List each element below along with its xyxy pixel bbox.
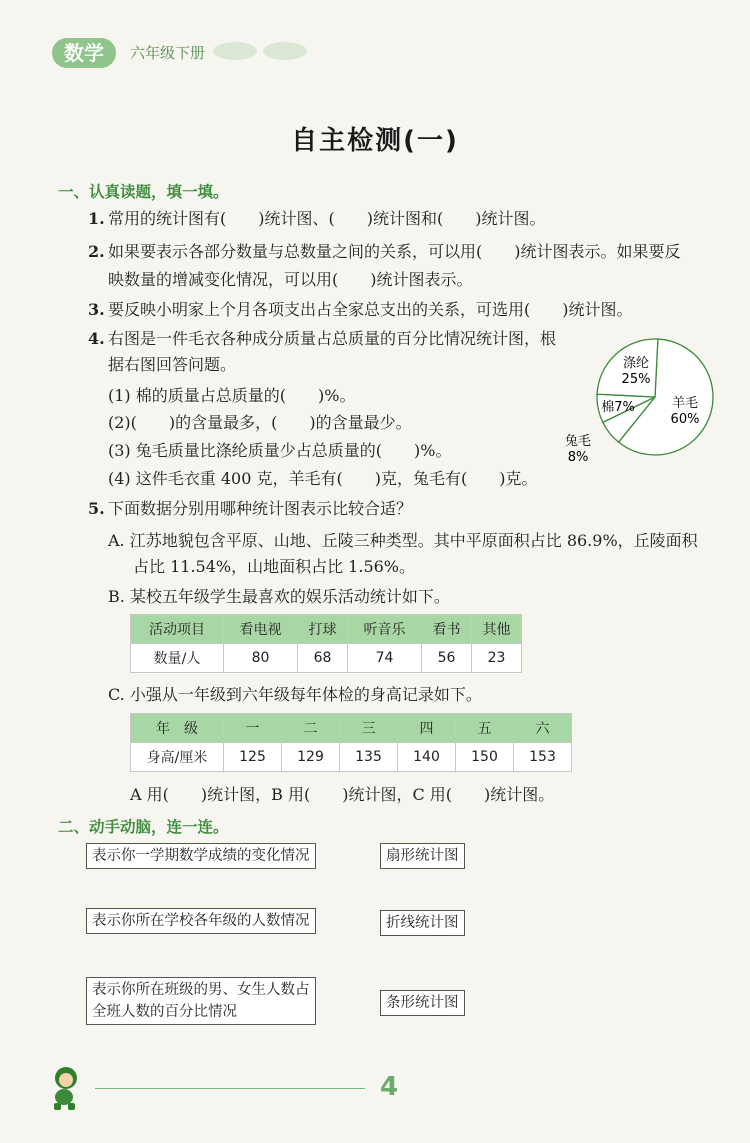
question-number: 4. (88, 329, 105, 348)
question-5a-line2: 占比 11.54%，山地面积占比 1.56%。 (133, 557, 416, 576)
question-5c: C. 小强从一年级到六年级每年体检的身高记录如下。 (108, 685, 482, 704)
table-cell: 五 (456, 714, 514, 743)
table-activities (130, 614, 522, 673)
question-5b: B. 某校五年级学生最喜欢的娱乐活动统计如下。 (108, 587, 450, 606)
table-header-row (131, 714, 572, 743)
table-cell: 身高/厘米 (131, 743, 224, 772)
footer-line (95, 1088, 365, 1089)
table-cell: 数量/人 (131, 644, 224, 673)
question-text: 下面数据分别用哪种统计图表示比较合适？ (108, 499, 413, 518)
question-1 (88, 206, 545, 232)
table-cell: 听音乐 (348, 615, 422, 644)
question-text: 如果要表示各部分数量与总数量之间的关系，可以用( )统计图表示。如果要反 (108, 242, 681, 261)
pie-label-rabbit: 兔毛 8% (564, 434, 592, 465)
section1-heading: 一、认真读题，填一填。 (58, 183, 229, 201)
section2-heading: 二、动手动脑，连一连。 (58, 818, 229, 836)
question-text: 要反映小明家上个月各项支出占全家总支出的关系，可选用( )统计图。 (108, 300, 633, 319)
subject-badge: 数学 (52, 38, 116, 68)
question-5a-line1: A. 江苏地貌包含平原、山地、丘陵三种类型。其中平原面积占比 86.9%，丘陵面积 (108, 531, 698, 550)
question-4-sub4: (4) 这件毛衣重 400 克，羊毛有( )克，兔毛有( )克。 (108, 469, 538, 488)
table-cell: 56 (422, 644, 472, 673)
page-number: 4 (380, 1072, 399, 1102)
match-right-2[interactable]: 折线统计图 (380, 910, 465, 936)
question-number: 5. (88, 499, 105, 518)
table-cell: 看书 (422, 615, 472, 644)
table-cell: 68 (298, 644, 348, 673)
question-2 (88, 239, 681, 265)
match-left-3[interactable] (86, 977, 316, 1025)
question-2-cont: 映数量的增减变化情况，可以用( )统计图表示。 (108, 270, 473, 289)
match-left-3-line1: 表示你所在班级的男、女生人数占 (92, 982, 310, 998)
table-cell: 74 (348, 644, 422, 673)
question-text: 常用的统计图有( )统计图、( )统计图和( )统计图。 (108, 209, 546, 228)
question-4 (88, 326, 556, 352)
question-4-sub1: (1) 棉的质量占总质量的( )%。 (108, 386, 356, 405)
table-cell: 年 级 (131, 714, 224, 743)
pie-label-polyester: 涤纶 25% (621, 356, 651, 387)
question-number: 2. (88, 242, 105, 261)
table-cell: 135 (340, 743, 398, 772)
table-cell: 150 (456, 743, 514, 772)
table-cell: 129 (282, 743, 340, 772)
question-text: 右图是一件毛衣各种成分质量占总质量的百分比情况统计图，根 (108, 329, 557, 348)
table-cell: 23 (472, 644, 522, 673)
pie-chart (560, 335, 730, 475)
question-4-cont: 据右图回答问题。 (108, 355, 237, 374)
table-cell: 六 (514, 714, 572, 743)
question-number: 1. (88, 209, 105, 228)
table-cell: 活动项目 (131, 615, 224, 644)
question-4-sub3: (3) 兔毛质量比涤纶质量少占总质量的( )%。 (108, 441, 452, 460)
table-cell: 三 (340, 714, 398, 743)
match-right-3[interactable]: 条形统计图 (380, 990, 465, 1016)
table-cell: 四 (398, 714, 456, 743)
match-right-1[interactable]: 扇形统计图 (380, 843, 465, 869)
match-left-3-line2: 全班人数的百分比情况 (92, 1004, 237, 1020)
table-cell: 打球 (298, 615, 348, 644)
table-cell: 看电视 (224, 615, 298, 644)
table-row (131, 743, 572, 772)
leaf-decoration-icon (205, 36, 325, 66)
question-4-sub2: (2)( )的含量最多，( )的含量最少。 (108, 413, 412, 432)
table-row (131, 644, 522, 673)
pie-label-cotton: 棉7% (601, 400, 635, 415)
question-3 (88, 297, 633, 323)
question-number: 3. (88, 300, 105, 319)
question-5-answer: A 用( )统计图，B 用( )统计图，C 用( )统计图。 (130, 785, 555, 804)
table-cell: 125 (224, 743, 282, 772)
mascot-icon (40, 1062, 96, 1112)
table-cell: 一 (224, 714, 282, 743)
table-cell: 153 (514, 743, 572, 772)
pie-label-wool: 羊毛 60% (670, 396, 700, 427)
question-5 (88, 496, 412, 522)
table-cell: 二 (282, 714, 340, 743)
match-left-1[interactable]: 表示你一学期数学成绩的变化情况 (86, 843, 316, 869)
match-left-2[interactable]: 表示你所在学校各年级的人数情况 (86, 908, 316, 934)
table-cell: 80 (224, 644, 298, 673)
table-header-row (131, 615, 522, 644)
table-heights (130, 713, 572, 772)
table-cell: 其他 (472, 615, 522, 644)
grade-label: 六年级下册 (130, 44, 206, 62)
page-title: 自主检测(一) (291, 126, 459, 156)
table-cell: 140 (398, 743, 456, 772)
